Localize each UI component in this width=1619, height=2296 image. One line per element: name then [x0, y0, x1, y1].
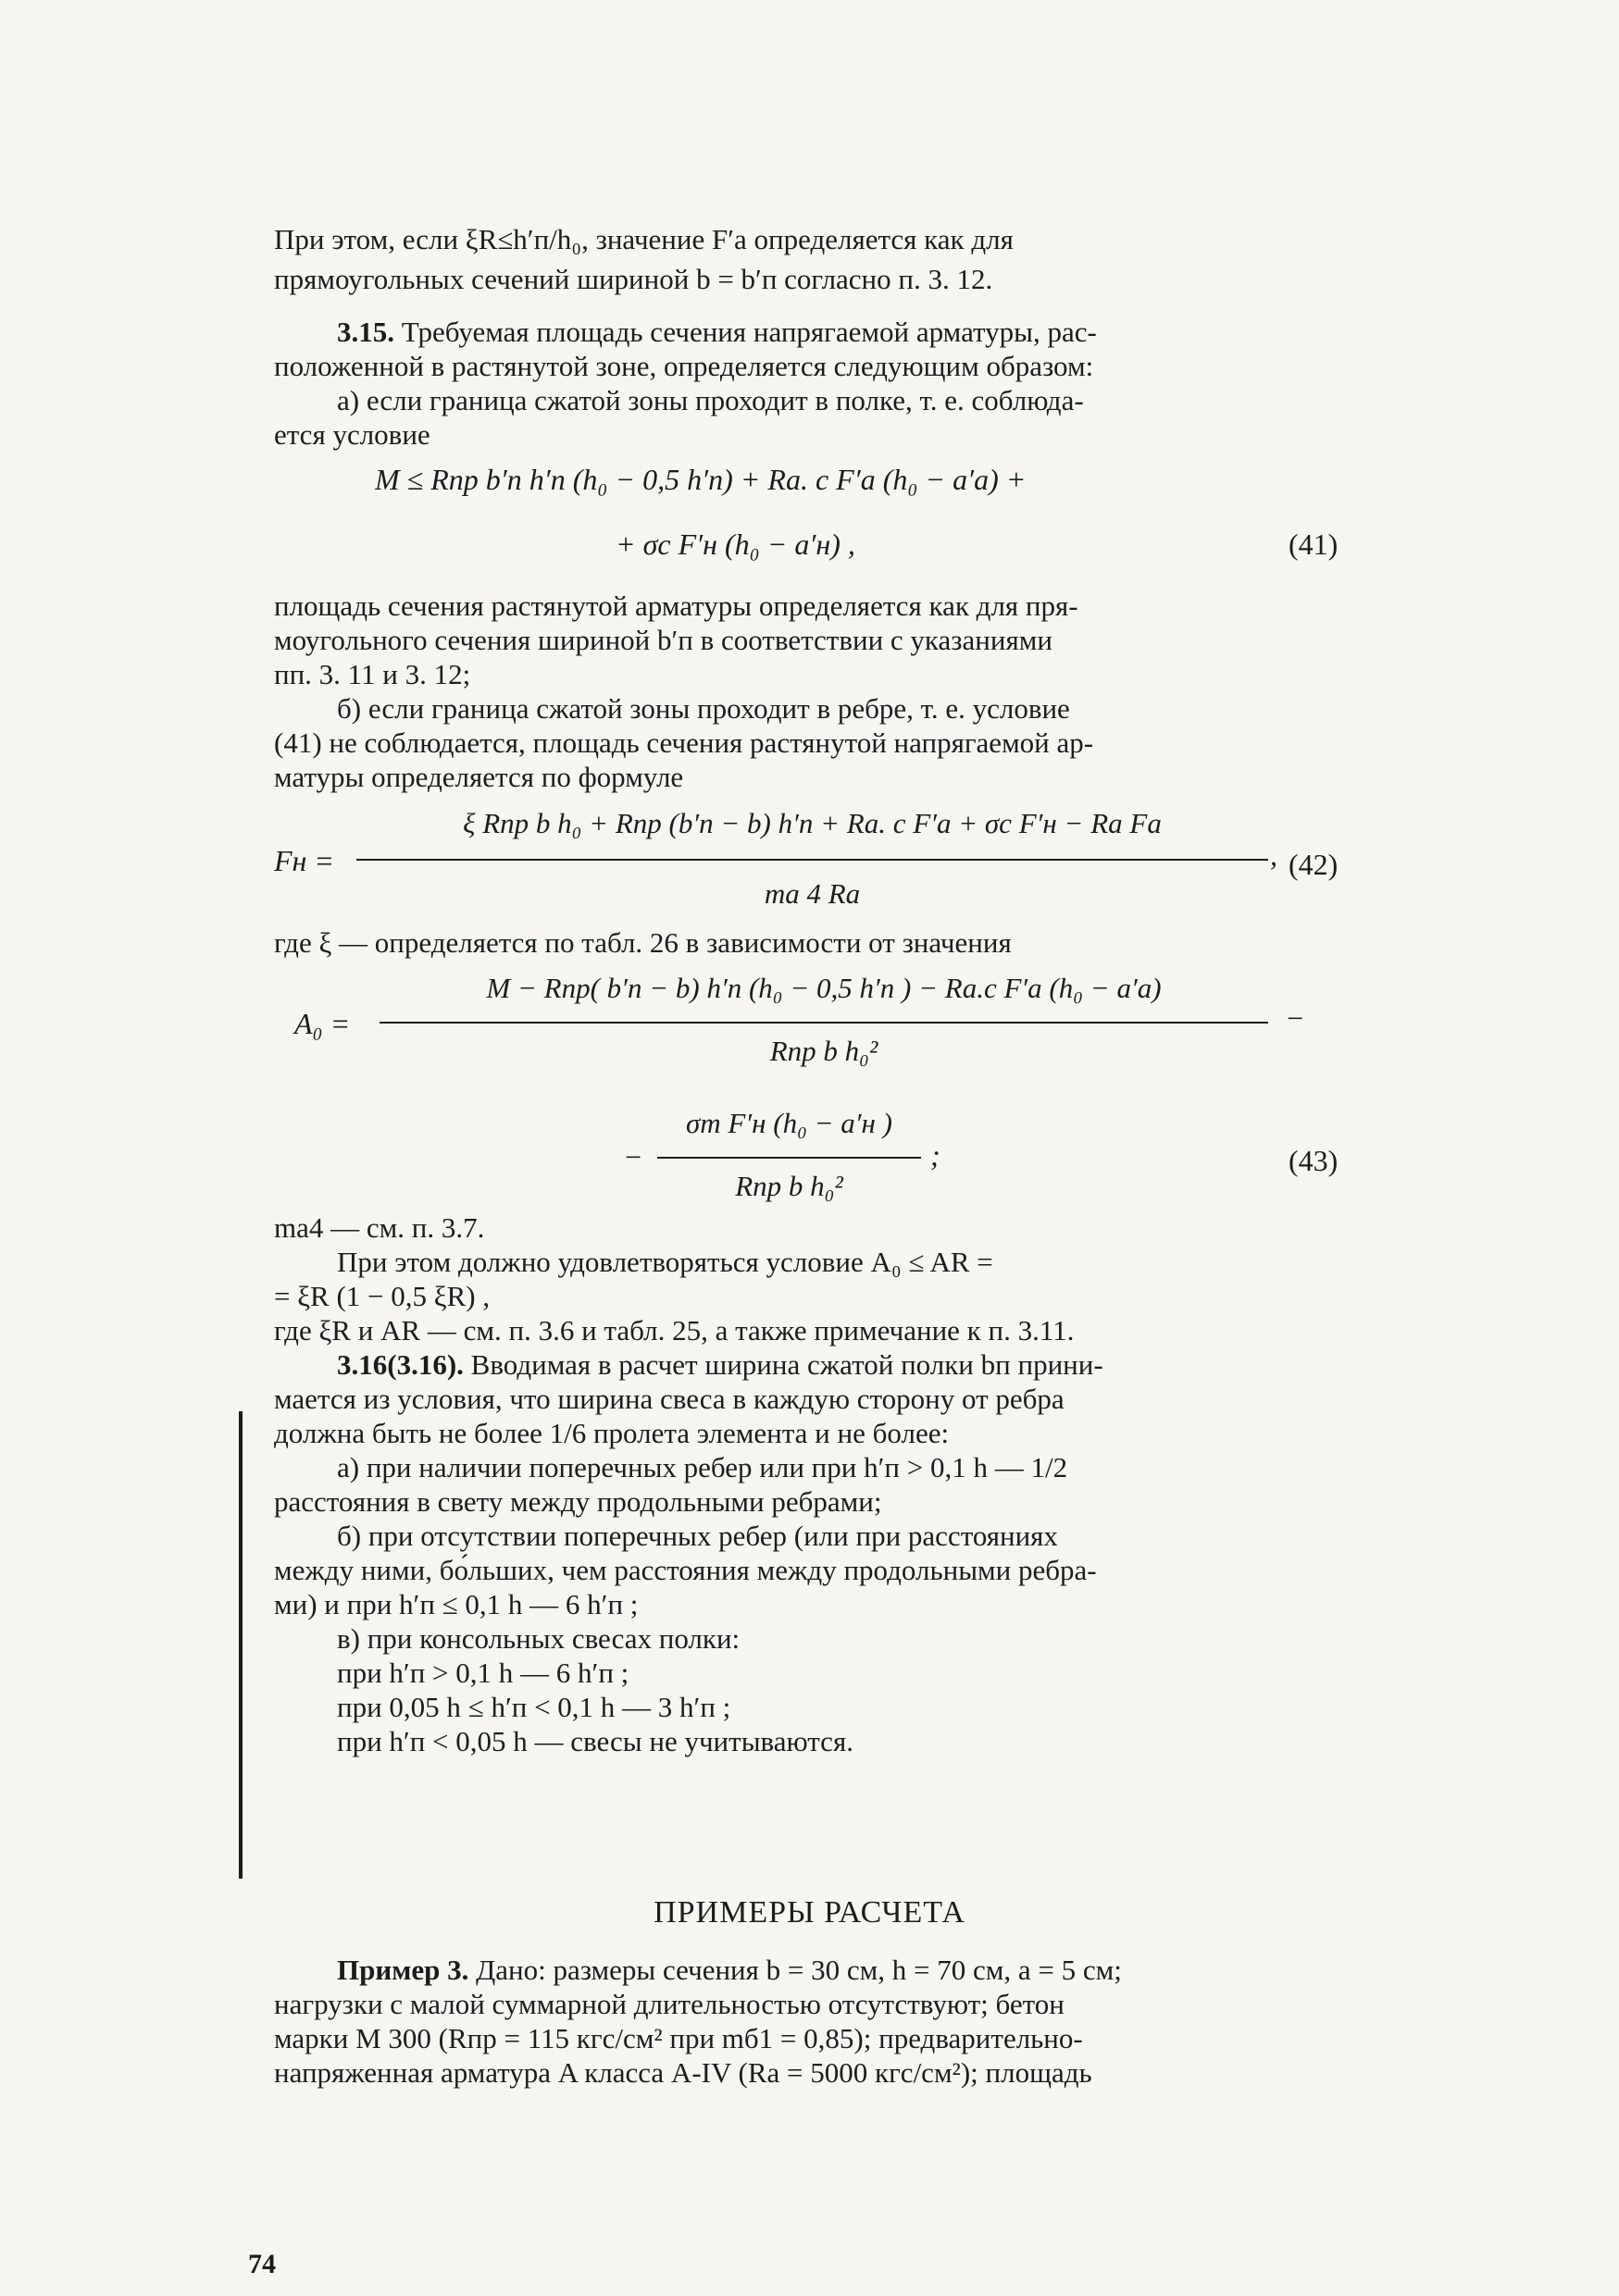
equation-43-denominator-2: Rпр b h₀²: [735, 1170, 843, 1202]
text-line: площадь сечения растянутой арматуры определяется как для пря-: [274, 590, 1078, 622]
text-line: б) при отсутствии поперечных ребер (или при расстояниях: [337, 1520, 1058, 1552]
text-line: между ними, бо́льших, чем расстояния между продольными ребра-: [274, 1554, 1097, 1586]
after-equation-43: [274, 1210, 1366, 1347]
example-label: Пример 3.: [337, 1954, 469, 1986]
section-number: 3.15.: [337, 316, 394, 348]
equation-42-lhs: Fн =: [274, 844, 335, 877]
equation-number: (42): [1289, 848, 1339, 881]
text-line: моугольного сечения шириной b′п в соответствии с указаниями: [274, 624, 1052, 656]
fraction-bar: [356, 859, 1268, 861]
text-line: (41) не соблюдается, площадь сечения растянутой напрягаемой ар-: [274, 726, 1094, 759]
text-line: а) при наличии поперечных ребер или при h′п > 0,1 h — 1/2: [337, 1451, 1068, 1483]
equation-42-numerator: ξ Rпр b h₀ + Rпр (b′п − b) h′п + Rа. с F′а + σс F′н − Rа Fа: [463, 807, 1162, 839]
text-line: где ξR и AR — см. п. 3.6 и табл. 25, а также примечание к п. 3.11.: [274, 1314, 1075, 1347]
equation-43-numerator-2: σт F′н (h₀ − a′н ): [685, 1107, 893, 1139]
section-3-15: [274, 315, 1366, 452]
equation-43-minus: −: [1285, 1001, 1305, 1035]
where-42: [274, 925, 1366, 960]
text-line: при h′п < 0,05 h — свесы не учитываются.: [337, 1725, 853, 1757]
text-line: марки M 300 (Rпр = 115 кгс/см² при mб1 = 0,85); предварительно-: [274, 2022, 1083, 2054]
section-heading: ПРИМЕРЫ РАСЧЕТА: [654, 1895, 965, 1930]
example-3: [274, 1953, 1366, 2090]
equation-43-denominator-1: Rпр b h₀²: [769, 1035, 878, 1067]
fraction-bar: [380, 1022, 1268, 1024]
text-line: б) если граница сжатой зоны проходит в ребре, т. е. условие: [337, 692, 1070, 725]
text-line: прямоугольных сечений шириной b = b′п согласно п. 3. 12.: [274, 263, 993, 295]
equation-43-numerator-1: M − Rпр( b′п − b) h′п (h₀ − 0,5 h′п ) − Rа.с F′а (h₀ − a′а): [486, 972, 1162, 1004]
equation-number: (43): [1289, 1144, 1339, 1177]
text-line: При этом должно удовлетворяться условие A₀ ≤ AR =: [337, 1246, 993, 1278]
equation-42-comma: ,: [1270, 838, 1277, 872]
equation-41-line-1: M ≤ Rпр b′п h′п (h₀ − 0,5 h′п) + Rа. с F′а (h₀ − a′а) +: [375, 463, 1027, 496]
text-line: пп. 3. 11 и 3. 12;: [274, 658, 471, 690]
section-3-16: [274, 1347, 1366, 1758]
text-line: Вводимая в расчет ширина сжатой полки bп прини-: [470, 1348, 1103, 1381]
equation-number: (41): [1289, 527, 1339, 561]
section-number: 3.16(3.16).: [337, 1348, 464, 1381]
text-line: mа4 — см. п. 3.7.: [274, 1211, 485, 1244]
text-line: в) при консольных свесах полки:: [337, 1622, 741, 1655]
text-line: должна быть не более 1/6 пролета элемента и не более:: [274, 1417, 950, 1449]
equation-43-lhs: A₀ =: [294, 1007, 351, 1040]
equation-43-semicolon: ;: [930, 1138, 940, 1172]
page-number: 74: [248, 2249, 276, 2279]
text-line: = ξR (1 − 0,5 ξR) ,: [274, 1280, 491, 1312]
revision-bar: [239, 1411, 243, 1879]
text-line: ется условие: [274, 418, 430, 451]
equation-42-denominator: mа 4 Rа: [764, 877, 861, 910]
text-line: Требуемая площадь сечения напрягаемой арматуры, рас-: [401, 316, 1097, 348]
text-line: при 0,05 h ≤ h′п < 0,1 h — 3 h′п ;: [337, 1691, 731, 1723]
intro-paragraph: [274, 222, 1366, 296]
text-line: а) если граница сжатой зоны проходит в полке, т. е. соблюда-: [337, 384, 1084, 416]
text-line: мается из условия, что ширина свеса в каждую сторону от ребра: [274, 1383, 1065, 1415]
text-line: при h′п > 0,1 h — 6 h′п ;: [337, 1657, 629, 1689]
equation-41-line-2: + σс F′н (h₀ − a′н) ,: [616, 527, 855, 561]
text-line: матуры определяется по формуле: [274, 761, 684, 793]
text-line: расстояния в свету между продольными ребрами;: [274, 1485, 882, 1518]
after-equation-41: [274, 589, 1366, 794]
text-line: нагрузки с малой суммарной длительностью отсутствуют; бетон: [274, 1988, 1065, 2020]
fraction-bar: [657, 1157, 921, 1159]
text-line: напряженная арматура A класса A-IV (Rа = 5000 кгс/см²); площадь: [274, 2056, 1092, 2089]
equation-43-lead-minus: −: [623, 1140, 643, 1173]
text-line: При этом, если ξR≤h′п/h₀, значение F′а определяется как для: [274, 223, 1014, 255]
text-line: положенной в растянутой зоне, определяется следующим образом:: [274, 350, 1094, 382]
text-line: где ξ — определяется по табл. 26 в зависимости от значения: [274, 926, 1012, 959]
text-line: ми) и при h′п ≤ 0,1 h — 6 h′п ;: [274, 1588, 639, 1620]
text-line: Дано: размеры сечения b = 30 см, h = 70 см, a = 5 см;: [476, 1954, 1122, 1986]
